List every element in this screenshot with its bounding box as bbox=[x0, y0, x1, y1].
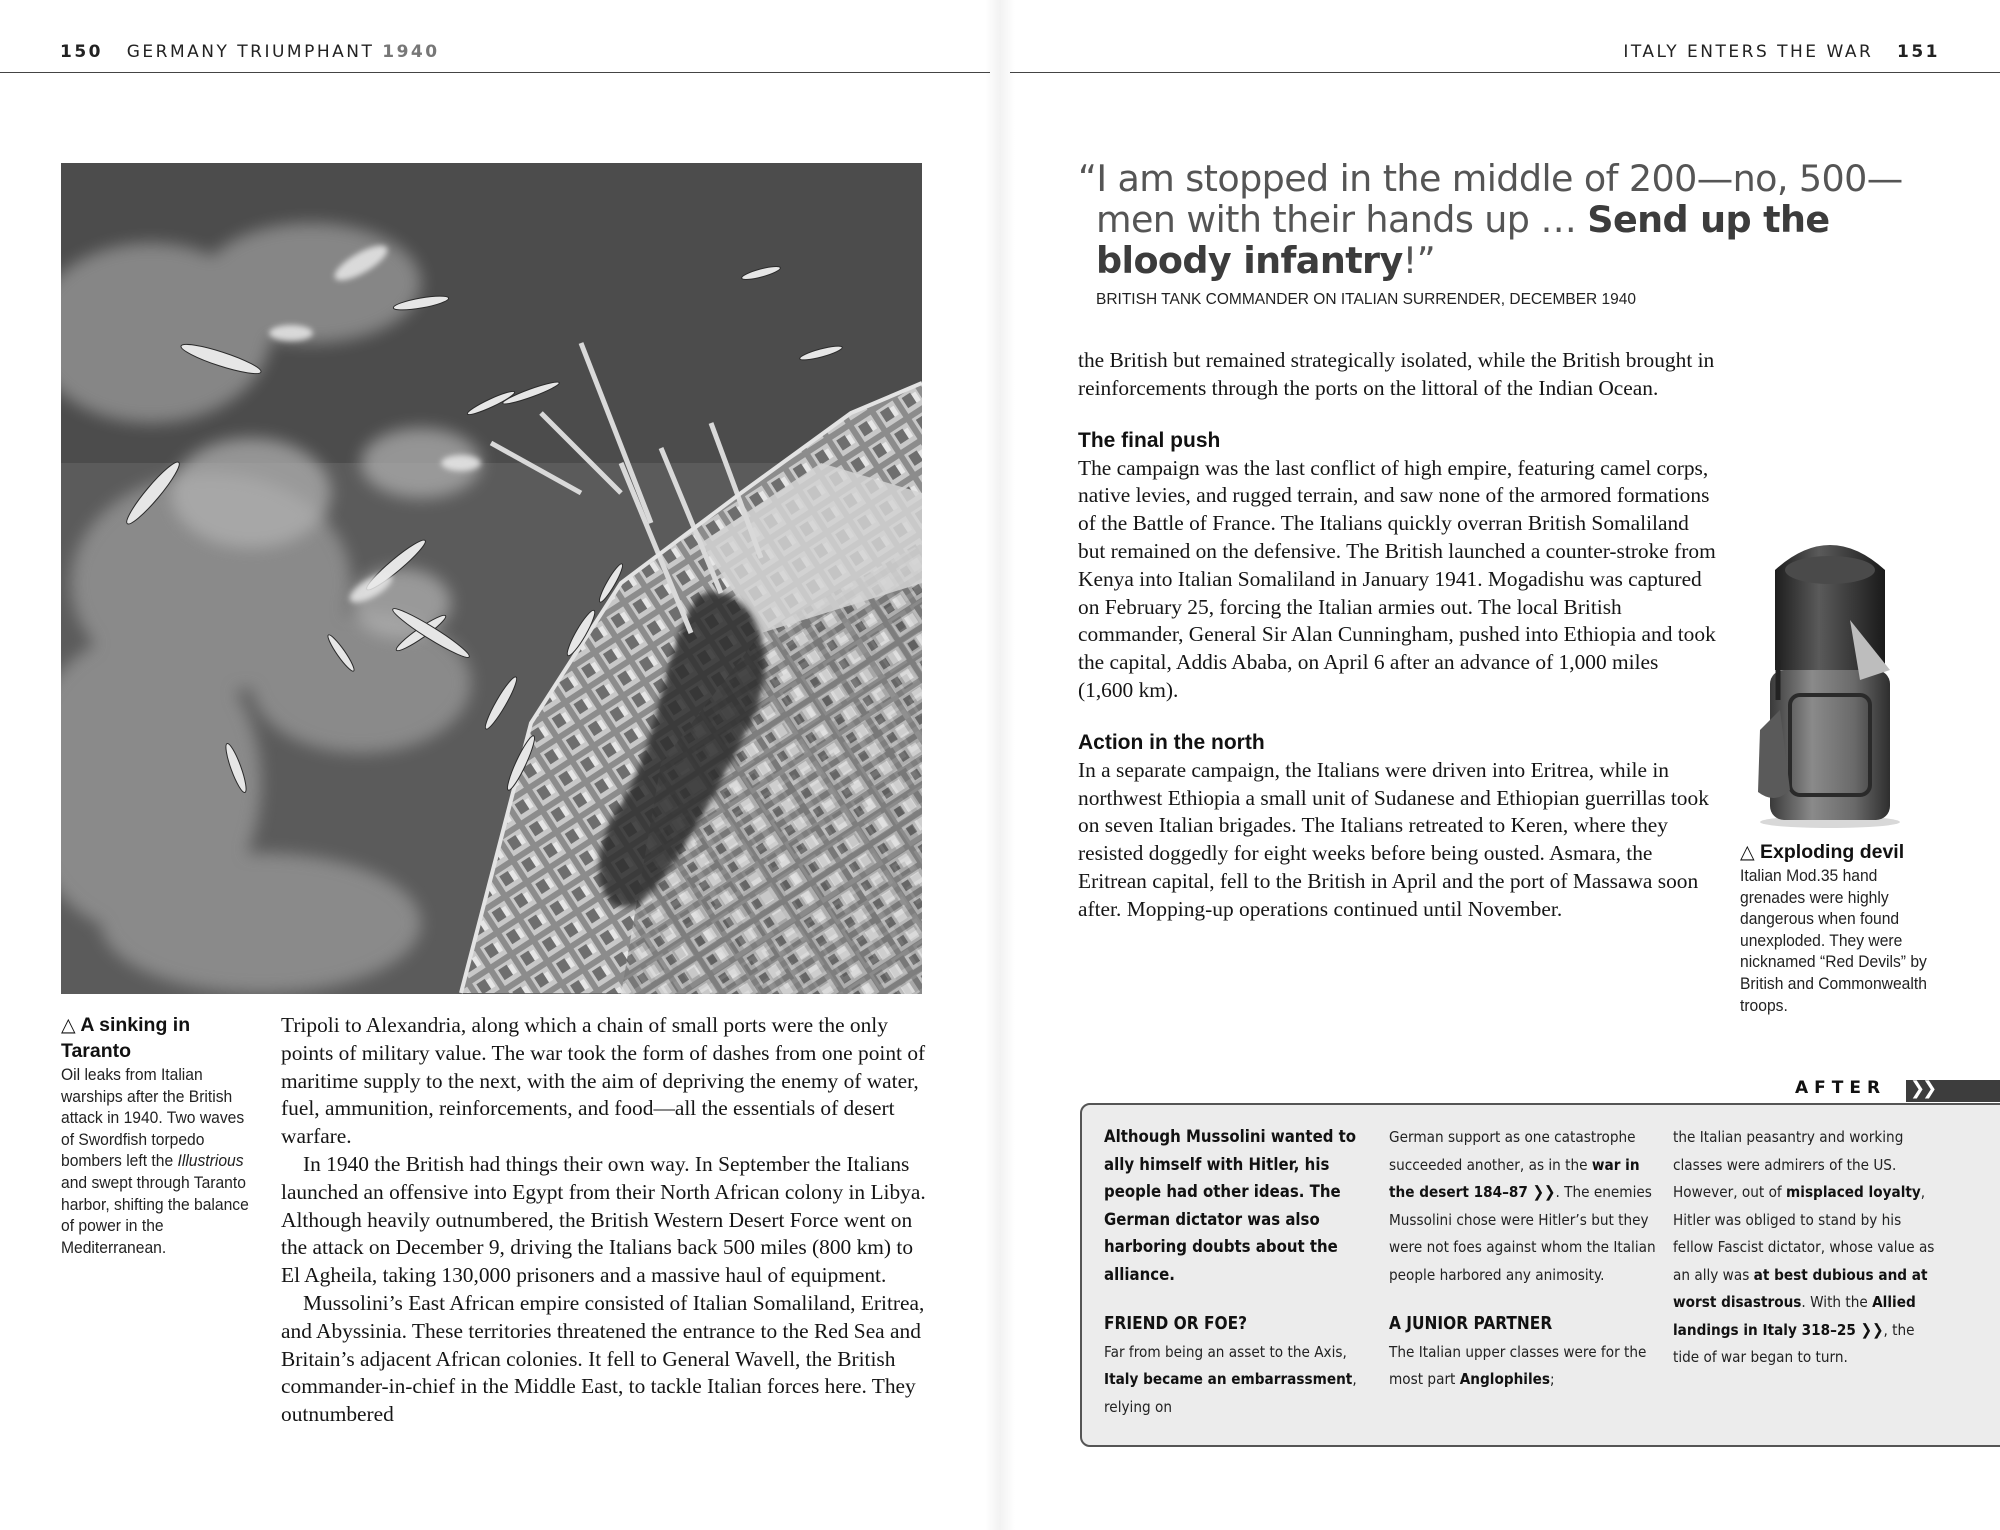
right-page-number: 151 bbox=[1897, 42, 1940, 62]
after-text: Far from being an asset to the Axis, Italy became an embarrassment, relying on bbox=[1104, 1342, 1357, 1416]
taranto-aerial-photo bbox=[61, 163, 922, 994]
after-label: AFTER bbox=[1795, 1078, 1887, 1098]
photo-caption-title: △ A sinking in Taranto bbox=[61, 1014, 191, 1062]
after-lead: Although Mussolini wanted to ally himself with Hitler, his people had other ideas. The German dictator was also harboring doubts about the alliance. bbox=[1104, 1127, 1357, 1285]
after-text: The Italian upper classes were for the most part Anglophiles; bbox=[1389, 1342, 1647, 1388]
after-column-3 bbox=[1673, 1124, 1941, 1372]
grenade-caption-title: △ Exploding devil bbox=[1740, 841, 1905, 863]
page-gutter bbox=[985, 0, 1015, 1530]
grenade-photo bbox=[1730, 530, 1930, 830]
quote-attribution: BRITISH TANK COMMANDER ON ITALIAN SURRENDER, DECEMBER 1940 bbox=[1096, 291, 1637, 308]
after-heading: FRIEND OR FOE? bbox=[1104, 1314, 1248, 1334]
quote-text: “I am stopped in the middle of 200—no, 500—men with their hands up … Send up the bloody infantry!” bbox=[1078, 157, 1903, 282]
right-body-column bbox=[1078, 347, 1718, 924]
triangle-icon: △ bbox=[1740, 841, 1755, 863]
right-running-head bbox=[1623, 42, 1940, 62]
right-header-rule bbox=[1010, 72, 2000, 73]
chevron-right-icon: ❯❯ bbox=[1910, 1078, 1935, 1099]
right-section-title: ITALY ENTERS THE WAR bbox=[1623, 42, 1874, 62]
left-header-rule bbox=[0, 72, 990, 73]
left-page-number: 150 bbox=[60, 42, 103, 62]
body-paragraph: the British but remained strategically isolated, while the British brought in reinforcements through the ports on the littoral of the Indian Ocean. bbox=[1078, 348, 1715, 400]
section-heading: Action in the north bbox=[1078, 730, 1265, 754]
grenade-caption-text: Italian Mod.35 hand grenades were highly dangerous when found unexploded. They were nicknamed “Red Devils” by British and Commonwealth troops. bbox=[1740, 866, 1927, 1015]
body-paragraph: In a separate campaign, the Italians were driven into Eritrea, while in northwest Ethiopia a small unit of Sudanese and Ethiopian guerrillas took on seven Italian brigades. The Italians retreated to Keren, where they resisted doggedly for eight weeks before being ousted. Asmara, the Eritrean capital, fell to the British in April and the port of Massawa soon after. Mopping-up operations continued until November. bbox=[1078, 757, 1709, 921]
photo-caption bbox=[61, 1012, 261, 1258]
left-body-column bbox=[281, 1012, 931, 1429]
body-paragraph: Mussolini’s East African empire consisted of Italian Somaliland, Eritrea, and Abyssinia. These territories threatened the entrance to the Red Sea and Britain’s adjacent African colonies. It fell to General Wavell, the British commander-in-chief in the Middle East, to tackle Italian forces here. They outnumbered bbox=[281, 1290, 925, 1427]
body-paragraph: The campaign was the last conflict of high empire, featuring camel corps, native levies, and rugged terrain, and saw none of the armored formations of the Battle of France. The Italians quickly overran British Somaliland but remained on the defensive. The British launched a counter-stroke from Kenya into Italian Somaliland in January 1941. Mogadishu was captured on February 25, forcing the Italian armies out. The local British commander, General Sir Alan Cunningham, pushed into Ethiopia and took the capital, Addis Ababa, on April 6 after an advance of 1,000 miles (1,600 km). bbox=[1078, 455, 1716, 702]
after-text: German support as one catastrophe succeeded another, as in the war in the desert 184–87 ❯❯. The enemies Mussolini chose were Hitler’s but they were not foes against whom the Italian people harbored any animosity. bbox=[1389, 1128, 1656, 1284]
section-heading: The final push bbox=[1078, 428, 1221, 452]
pull-quote bbox=[1078, 158, 1918, 309]
left-running-head bbox=[60, 42, 440, 62]
photo-caption-text: Oil leaks from Italian warships after the British attack in 1940. Two waves of Swordfish torpedo bombers left the Illustrious and swept through Taranto harbor, shifting the balance of power in the Mediterranean. bbox=[61, 1065, 249, 1257]
after-text: the Italian peasantry and working classes were admirers of the US. However, out of misplaced loyalty, Hitler was obliged to stand by his fellow Fascist dictator, whose value as an ally was at best dubious and at worst disastrous. With the Allied landings in Italy 318–25 ❯❯, the tide of war began to turn. bbox=[1673, 1128, 1935, 1366]
left-section-title: GERMANY TRIUMPHANT bbox=[126, 42, 375, 62]
after-heading: A JUNIOR PARTNER bbox=[1389, 1314, 1553, 1334]
triangle-icon: △ bbox=[61, 1014, 76, 1036]
after-column-2 bbox=[1389, 1124, 1657, 1394]
after-column-1 bbox=[1104, 1124, 1372, 1421]
left-section-year: 1940 bbox=[382, 42, 440, 62]
body-paragraph: In 1940 the British had things their own way. In September the Italians launched an offensive into Egypt from their North African colony in Libya. Although heavily outnumbered, the British Western Desert Force went on the attack on December 9, driving the Italians back 500 miles (800 km) to El Agheila, taking 130,000 prisoners and a massive haul of equipment. bbox=[281, 1151, 926, 1288]
grenade-caption bbox=[1740, 839, 1940, 1016]
body-paragraph: Tripoli to Alexandria, along which a chain of small ports were the only points of military value. The war took the form of dashes from one point of maritime supply to the next, with the aim of depriving the enemy of water, fuel, ammunition, reinforcements, and food—all the essentials of desert warfare. bbox=[281, 1013, 926, 1149]
